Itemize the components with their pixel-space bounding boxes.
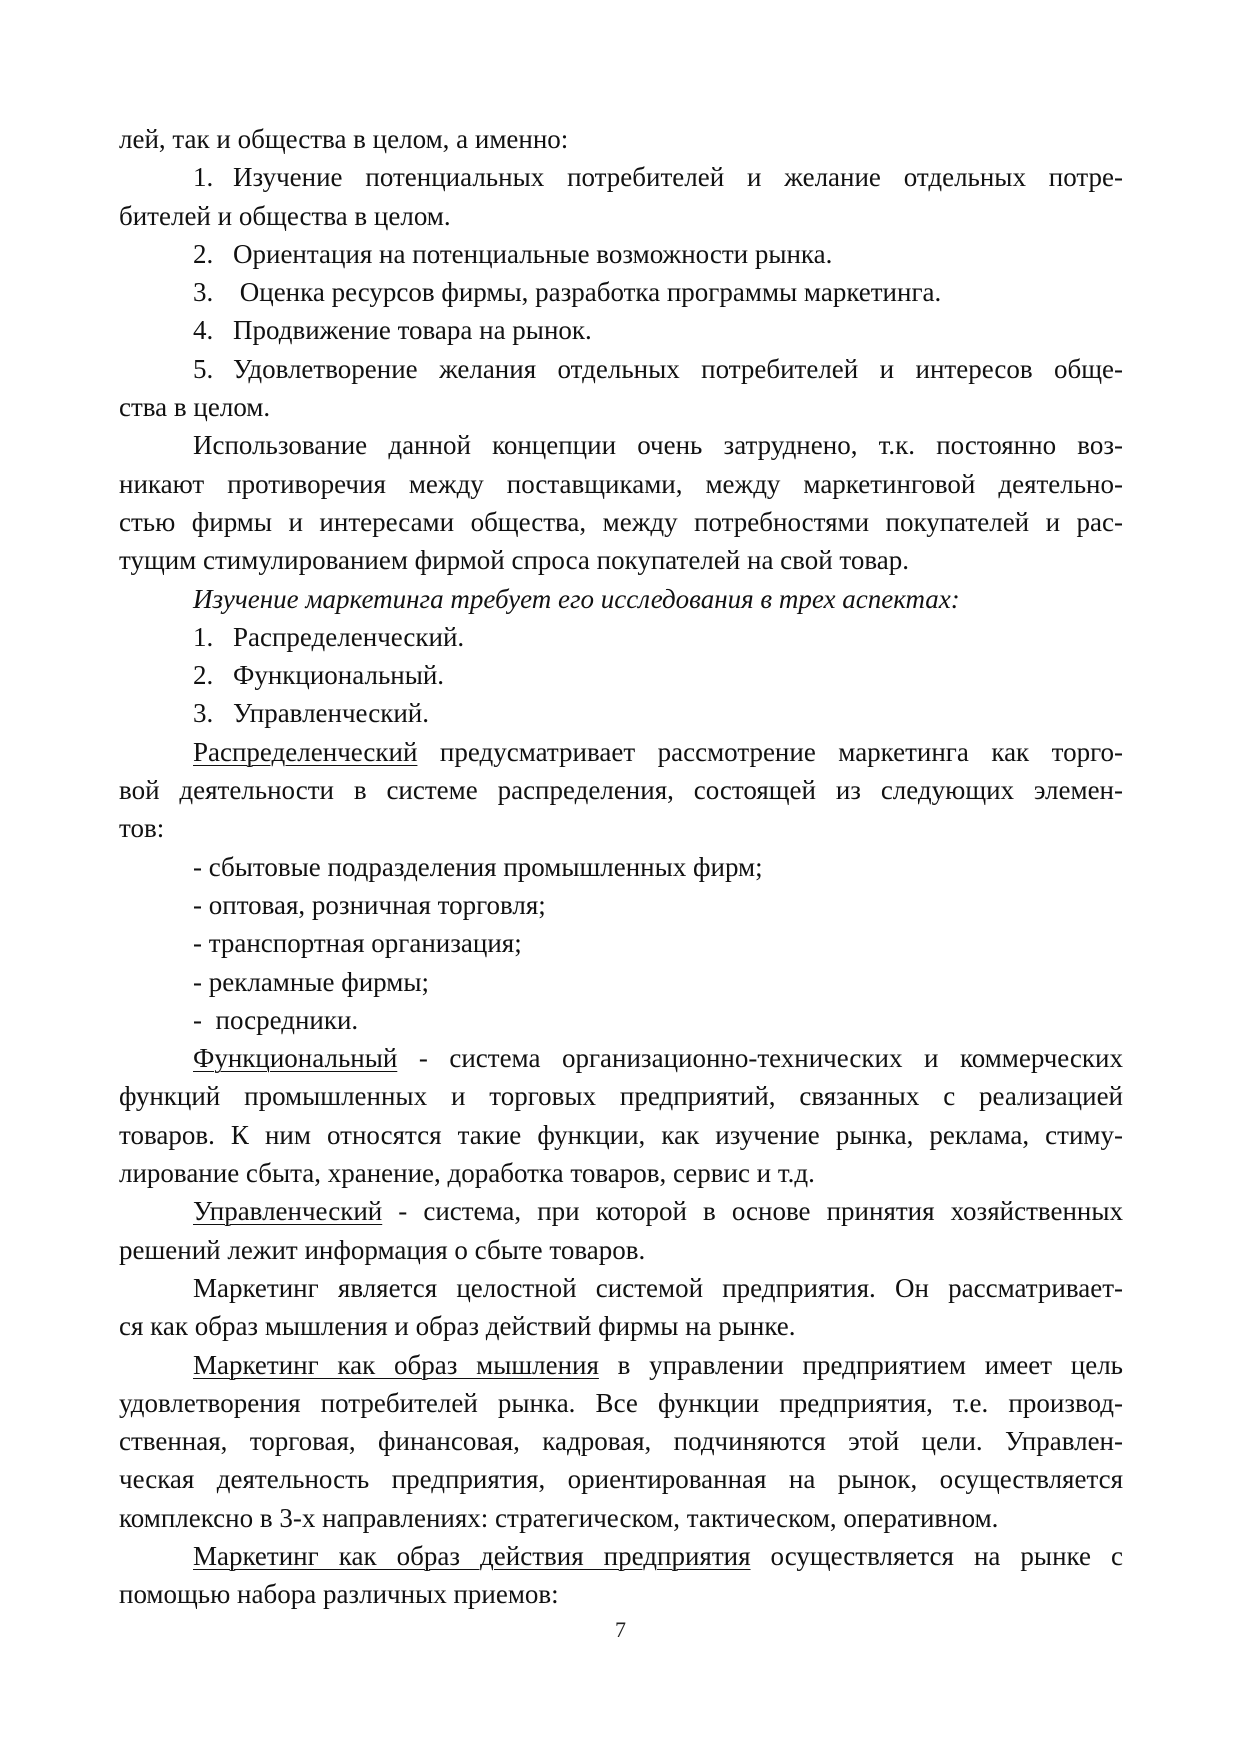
paragraph-first-line	[119, 1346, 1123, 1384]
page-body	[119, 120, 1123, 1614]
text-line: решений лежит информация о сбыте товаров.	[119, 1234, 646, 1265]
text-run: предусматривает рассмотрение маркетинга как торго-	[417, 736, 1123, 767]
list-item	[119, 235, 1123, 273]
paragraph-first-line	[119, 1537, 1123, 1575]
list-text: Управленческий.	[233, 698, 429, 729]
text-line: ческая деятельность предприятия, ориентированная на рынок, осуществляется	[119, 1464, 1123, 1495]
underlined-term: Управленческий	[193, 1196, 383, 1227]
list-text: Распределенческий.	[233, 621, 465, 652]
list-item	[119, 158, 1123, 196]
dash-item: - сбытовые подразделения промышленных фирм;	[193, 851, 763, 882]
list-number: 3.	[193, 698, 214, 729]
underlined-term: Функциональный	[193, 1043, 398, 1074]
dash-item: - рекламные фирмы;	[193, 966, 429, 997]
list-number: 5.	[193, 353, 214, 384]
text-line: лирование сбыта, хранение, доработка товаров, сервис и т.д.	[119, 1158, 815, 1189]
list-number: 1.	[193, 621, 214, 652]
text-line: комплексно в 3-х направлениях: стратегическом, тактическом, оперативном.	[119, 1502, 999, 1533]
underlined-term: Маркетинг как образ мышления	[193, 1349, 599, 1380]
list-text: Удовлетворение желания отдельных потребителей и интересов обще-	[233, 353, 1123, 384]
list-text: Продвижение товара на рынок.	[233, 315, 592, 346]
list-number: 1.	[193, 162, 214, 193]
text-line: ства в целом.	[119, 392, 271, 423]
text-line: вой деятельности в системе распределения, состоящей из следующих элемен-	[119, 775, 1123, 806]
list-number: 3.	[193, 277, 214, 308]
page-number: 7	[615, 1617, 626, 1642]
text-line: тущим стимулированием фирмой спроса покупателей на свой товар.	[119, 545, 910, 576]
text-line: бителей и общества в целом.	[119, 200, 451, 231]
list-item	[119, 618, 1123, 656]
text-line: функций промышленных и торговых предприятий, связанных с реализацией	[119, 1081, 1123, 1112]
paragraph-first-line	[119, 733, 1123, 771]
list-text: Ориентация на потенциальные возможности рынка.	[233, 238, 833, 269]
text-run: осуществляется на рынке с	[750, 1540, 1123, 1571]
list-item	[119, 350, 1123, 388]
list-item	[119, 311, 1123, 349]
dash-item: - транспортная организация;	[193, 928, 522, 959]
text-line: тов:	[119, 813, 165, 844]
text-run: - система организационно-технических и коммерческих	[397, 1043, 1123, 1074]
list-number: 2.	[193, 660, 214, 691]
list-number: 4.	[193, 315, 214, 346]
text-line: стью фирмы и интересами общества, между потребностями покупателей и рас-	[119, 506, 1123, 537]
list-text: Изучение потенциальных потребителей и желание отдельных потре-	[233, 162, 1123, 193]
paragraph-first-line: Использование данной концепции очень затруднено, т.к. постоянно воз-	[193, 430, 1123, 461]
text-line: ственная, торговая, финансовая, кадровая, подчиняются этой цели. Управлен-	[119, 1426, 1123, 1457]
text-line: никают противоречия между поставщиками, между маркетинговой деятельно-	[119, 468, 1123, 499]
list-text: Оценка ресурсов фирмы, разработка программы маркетинга.	[233, 277, 942, 308]
list-item	[119, 273, 1123, 311]
text-line: товаров. К ним относятся такие функции, как изучение рынка, реклама, стиму-	[119, 1119, 1123, 1150]
underlined-term: Маркетинг как образ действия предприятия	[193, 1540, 751, 1571]
text-run: в управлении предприятием имеет цель	[598, 1349, 1123, 1380]
list-item	[119, 694, 1123, 732]
paragraph-first-line	[119, 1192, 1123, 1230]
paragraph-first-line: Маркетинг является целостной системой предприятия. Он рассматривает-	[193, 1272, 1123, 1303]
text-line: ся как образ мышления и образ действий фирмы на рынке.	[119, 1311, 796, 1342]
text-run: - система, при которой в основе принятия хозяйственных	[382, 1196, 1123, 1227]
dash-item: - оптовая, розничная торговля;	[193, 889, 546, 920]
text-line: удовлетворения потребителей рынка. Все функции предприятия, т.е. производ-	[119, 1387, 1123, 1418]
text-line: лей, так и общества в целом, а именно:	[119, 124, 569, 154]
italic-heading: Изучение маркетинга требует его исследования в трех аспектах:	[193, 583, 960, 614]
list-number: 2.	[193, 238, 214, 269]
list-item	[119, 656, 1123, 694]
list-text: Функциональный.	[233, 660, 445, 691]
underlined-term: Распределенческий	[193, 736, 418, 767]
text-line: помощью набора различных приемов:	[119, 1579, 559, 1610]
dash-item: - посредники.	[193, 1004, 359, 1035]
paragraph-first-line	[119, 1039, 1123, 1077]
